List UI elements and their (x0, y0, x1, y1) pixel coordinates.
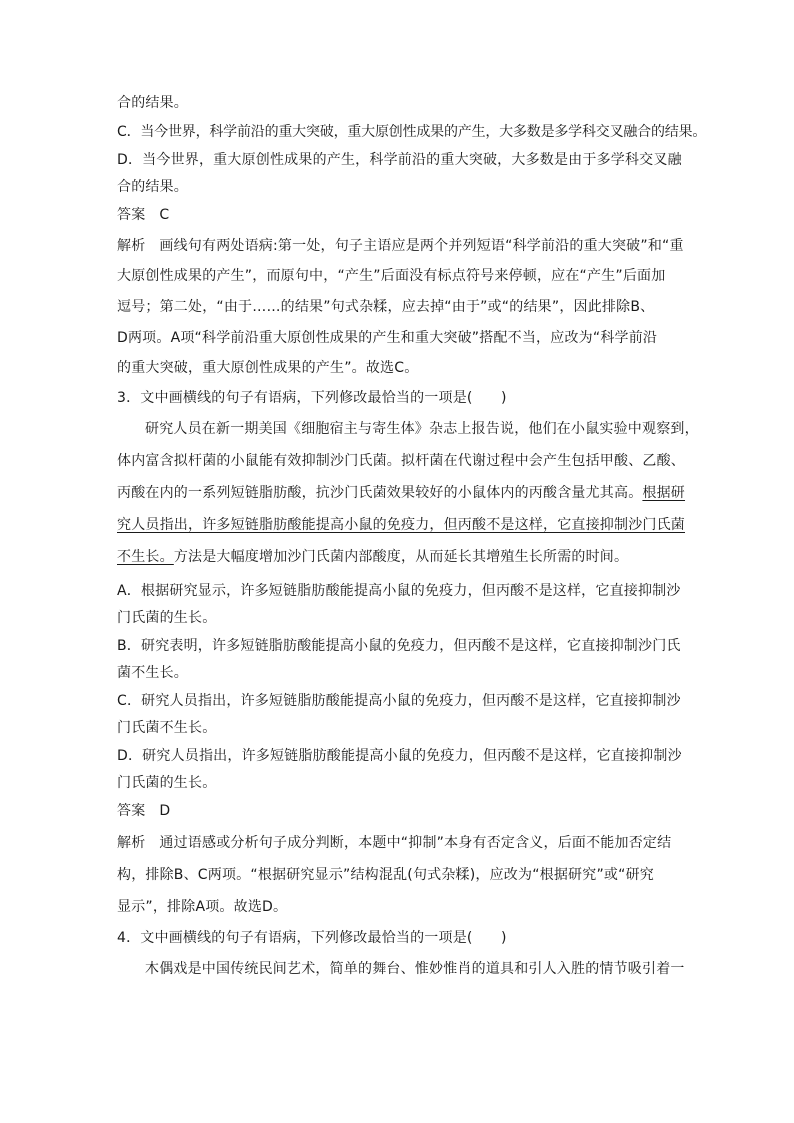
analysis-text: 画线句有两处语病:第一处，句子主语应是两个并列短语“科学前沿的重大突破”和“重 (159, 238, 684, 254)
underlined-sentence: 究人员指出，许多短链脂肪酸能提高小鼠的免疫力，但丙酸不是这样，它直接抑制沙门氏菌 (117, 517, 685, 533)
q2-option-d-line2: 合的结果。 (117, 179, 188, 195)
passage-plain-text: 方法是大幅度增加沙门氏菌内部酸度，从而延长其增殖生长所需的时间。 (173, 549, 629, 565)
q3-option-d-line2: 门氏菌的生长。 (117, 775, 217, 791)
analysis-label: 解析 (117, 835, 146, 851)
q3-passage-line3 (117, 484, 685, 502)
analysis-text: 通过语感或分析句子成分判断，本题中“抑制”本身有否定含义，后面不能加否定结 (159, 835, 672, 851)
q3-stem: 3．文中画横线的句子有语病，下列修改最恰当的一项是( ) (117, 390, 507, 406)
q3-answer (117, 802, 170, 820)
q3-option-a-line2: 门氏菌的生长。 (117, 610, 217, 626)
q3-analysis-line1 (117, 834, 671, 852)
q3-option-c-line1: C．研究人员指出，许多短链脂肪酸能提高小鼠的免疫力，但丙酸不是这样，它直接抑制沙 (117, 693, 681, 709)
answer-value: D (159, 803, 171, 819)
q3-passage-line1: 研究人员在新一期美国《细胞宿主与寄生体》杂志上报告说，他们在小鼠实验中观察到， (145, 421, 699, 437)
q3-passage-line4 (117, 516, 685, 534)
q2-option-c: C．当今世界，科学前沿的重大突破，重大原创性成果的产生，大多数是多学科交叉融合的结果。 (117, 124, 707, 140)
passage-plain-text: 丙酸在内的一系列短链脂肪酸，抗沙门氏菌效果较好的小鼠体内的丙酸含量尤其高。 (117, 485, 643, 501)
answer-label: 答案 (117, 207, 146, 223)
q3-option-c-line2: 门氏菌不生长。 (117, 720, 217, 736)
q3-option-b-line2: 菌不生长。 (117, 665, 188, 681)
q3-option-b-line1: B．研究表明，许多短链脂肪酸能提高小鼠的免疫力，但丙酸不是这样，它直接抑制沙门氏 (117, 638, 681, 654)
q3-passage-line5 (117, 548, 628, 566)
q2-analysis-line5: 的重大突破，重大原创性成果的产生”。故选C。 (117, 360, 419, 376)
q3-analysis-line2: 构，排除B、C两项。“根据研究显示”结构混乱(句式杂糅)，应改为“根据研究”或“研究 (117, 867, 654, 883)
underlined-sentence: 不生长。 (117, 549, 174, 565)
q2-answer (117, 206, 169, 224)
answer-value: C (159, 207, 170, 223)
q2-option-d-line1: D．当今世界，重大原创性成果的产生，科学前沿的重大突破，大多数是由于多学科交叉融 (117, 152, 682, 168)
q2-analysis-line4: D两项。A项“科学前沿重大原创性成果的产生和重大突破”搭配不当，应改为“科学前沿 (117, 330, 658, 346)
q3-analysis-line3: 显示”，排除A项。故选D。 (117, 899, 288, 915)
q2-analysis-line3: 逗号；第二处，“由于……的结果”句式杂糅，应去掉“由于”或“的结果”，因此排除B、 (117, 299, 655, 315)
analysis-label: 解析 (117, 238, 146, 254)
answer-label: 答案 (117, 803, 146, 819)
q2-analysis-line1 (117, 237, 684, 255)
q2-option-b-tail: 合的结果。 (117, 95, 188, 111)
q4-passage-line1: 木偶戏是中国传统民间艺术，简单的舞台、惟妙惟肖的道具和引人入胜的情节吸引着一 (145, 961, 685, 977)
q3-option-a-line1: A．根据研究显示，许多短链脂肪酸能提高小鼠的免疫力，但丙酸不是这样，它直接抑制沙 (117, 583, 681, 599)
underlined-sentence: 根据研 (642, 485, 686, 501)
q3-passage-line2: 体内富含拟杆菌的小鼠能有效抑制沙门氏菌。拟杆菌在代谢过程中会产生包括甲酸、乙酸、 (117, 453, 685, 469)
q2-analysis-line2: 大原创性成果的产生”，而原句中，“产生”后面没有标点符号来停顿，应在“产生”后面加 (117, 268, 666, 284)
q3-option-d-line1: D．研究人员指出，许多短链脂肪酸能提高小鼠的免疫力，但丙酸不是这样，它直接抑制沙 (117, 748, 682, 764)
q4-stem: 4．文中画横线的句子有语病，下列修改最恰当的一项是( ) (117, 930, 507, 946)
